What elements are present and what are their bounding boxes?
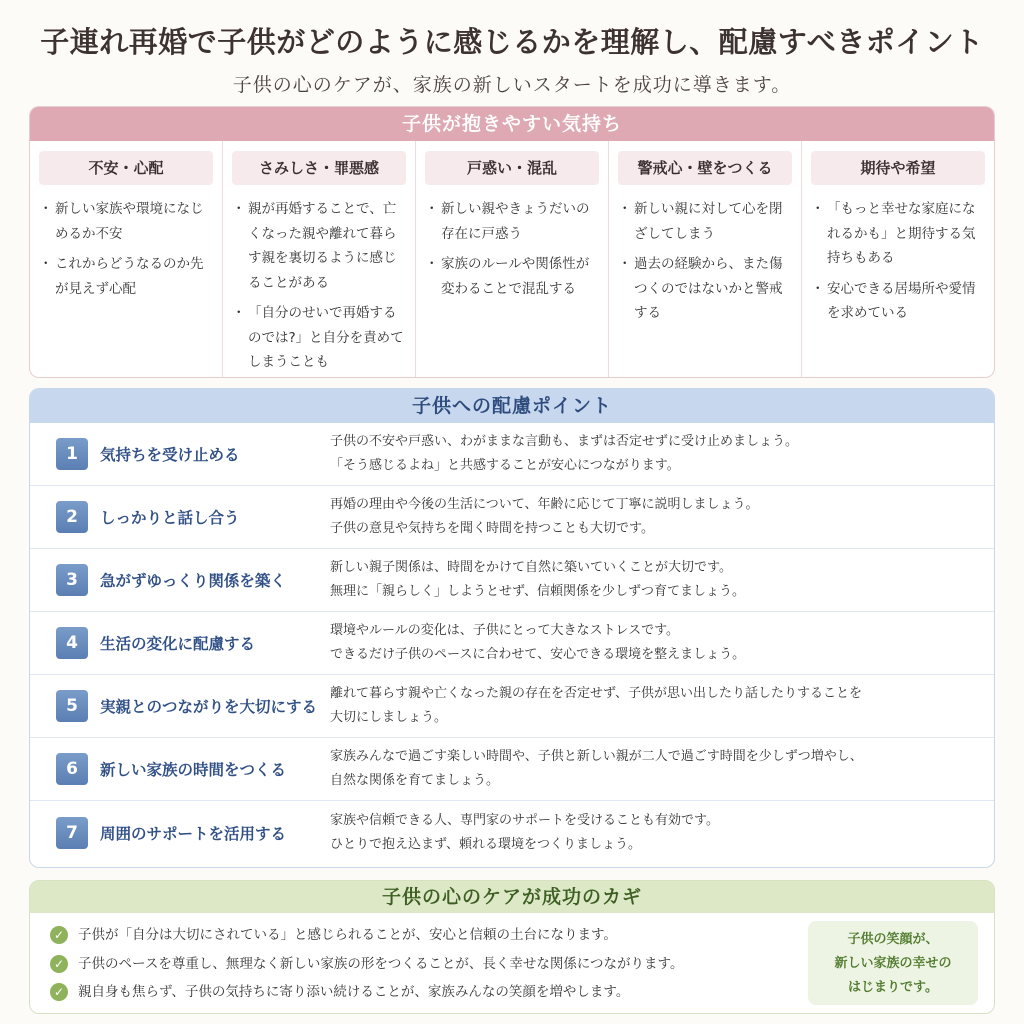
point-title: 新しい家族の時間をつくる [100, 761, 287, 779]
page-subtitle: 子供の心のケアが、家族の新しいスタートを成功に導きます。 [232, 74, 792, 96]
point-description [330, 745, 970, 793]
point-line: できるだけ子供のペースに合わせて、安心できる環境を整えましょう。 [330, 647, 746, 662]
point-number-badge: 7 [56, 817, 88, 849]
feeling-column-title: 不安・心配 [39, 151, 213, 185]
point-line: 新しい親子関係は、時間をかけて自然に築いていくことが大切です。 [330, 560, 732, 575]
feeling-item: ・ 新しい家族や環境になじめるか不安 [41, 197, 213, 246]
point-line: 自然な関係を育てましょう。 [330, 773, 500, 788]
feeling-column-title: さみしさ・罪悪感 [232, 151, 406, 185]
feeling-column-title: 戸惑い・混乱 [425, 151, 599, 185]
point-description [330, 430, 970, 478]
key-item-text: 子供が「自分は大切にされている」と感じられることが、安心と信頼の土台になります。 [78, 927, 617, 943]
point-number-badge: 5 [56, 690, 88, 722]
point-line: 大切にしましょう。 [330, 710, 448, 725]
point-title: 実親とのつながりを大切にする [100, 698, 318, 716]
point-line: 子供の不安や戸惑い、わがままな言動も、まずは否定せずに受け止めましょう。 [330, 434, 799, 449]
feeling-column [223, 141, 416, 377]
check-circle-icon: ✓ [50, 955, 68, 973]
point-number-badge: 1 [56, 438, 88, 470]
point-title: 気持ちを受け止める [100, 446, 240, 464]
point-row [30, 738, 994, 801]
feeling-item: ・ 新しい親やきょうだいの存在に戸惑う [427, 197, 599, 246]
page-title: 子連れ再婚で子供がどのように感じるかを理解し、配慮すべきポイント [40, 25, 984, 59]
key-section [29, 880, 995, 1014]
point-description [330, 493, 970, 541]
feeling-column [802, 141, 994, 377]
key-message-line: 子供の笑顔が、 [847, 932, 939, 947]
point-description [330, 682, 970, 730]
point-description [330, 809, 970, 857]
point-line: 再婚の理由や今後の生活について、年齢に応じて丁寧に説明しましょう。 [330, 497, 759, 512]
point-line: 無理に「親らしく」しようとせず、信頼関係を少しずつ育てましょう。 [330, 584, 745, 599]
point-title: 生活の変化に配慮する [100, 635, 256, 653]
point-line: 環境やルールの変化は、子供にとって大きなストレスです。 [330, 623, 680, 638]
key-message-line: 新しい家族の幸せの [834, 956, 952, 971]
point-description [330, 556, 970, 604]
point-description [330, 619, 970, 667]
key-message-box [808, 921, 978, 1005]
key-message-line: はじまりです。 [848, 980, 938, 995]
key-item-text: 親自身も焦らず、子供の気持ちに寄り添い続けることが、家族みんなの笑顔を増やします。 [78, 984, 630, 1000]
point-line: 「そう感じるよね」と共感することが安心につながります。 [330, 458, 680, 473]
key-item-text: 子供のペースを尊重し、無理なく新しい家族の形をつくることが、長く幸せな関係につながります。 [78, 955, 684, 972]
point-title: しっかりと話し合う [100, 509, 240, 527]
feelings-columns [30, 141, 994, 377]
feeling-column [30, 141, 223, 377]
feeling-item: ・ 過去の経験から、また傷つくのではないかと警戒する [620, 252, 792, 326]
point-row [30, 801, 994, 864]
feeling-column [609, 141, 802, 377]
feelings-header: 子供が抱きやすい気持ち [30, 107, 994, 141]
point-number-badge: 2 [56, 501, 88, 533]
point-line: 離れて暮らす親や亡くなった親の存在を否定せず、子供が思い出したり話したりすることを [330, 686, 862, 701]
point-row [30, 423, 994, 486]
point-number-badge: 4 [56, 627, 88, 659]
key-header: 子供の心のケアが成功のカギ [30, 881, 994, 913]
check-circle-icon: ✓ [50, 983, 68, 1001]
feeling-item: ・ 家族のルールや関係性が変わることで混乱する [427, 252, 599, 301]
feeling-item: ・ 「自分のせいで再婚するのでは?」と自分を責めてしまうことも [234, 301, 406, 375]
point-line: 家族や信頼できる人、専門家のサポートを受けることも有効です。 [330, 812, 719, 828]
point-title: 周囲のサポートを活用する [100, 824, 287, 843]
point-line: 家族みんなで過ごす楽しい時間や、子供と新しい親が二人で過ごす時間を少しずつ増やし、 [330, 749, 863, 764]
points-header: 子供への配慮ポイント [30, 389, 994, 423]
point-row [30, 675, 994, 738]
feeling-item: ・ 安心できる居場所や愛情を求めている [813, 277, 985, 326]
key-item [50, 978, 810, 1007]
point-line: ひとりで抱え込まず、頼れる環境をつくりましょう。 [330, 836, 641, 852]
point-line: 子供の意見や気持ちを聞く時間を持つことも大切です。 [330, 521, 654, 536]
point-title: 急がずゆっくり関係を築く [100, 572, 286, 590]
key-list [50, 921, 810, 1007]
feeling-item: ・ 親が再婚することで、亡くなった親や離れて暮らす親を裏切るように感じることがある [234, 197, 406, 295]
feeling-column-title: 期待や希望 [811, 151, 985, 185]
feelings-section [29, 106, 995, 378]
feeling-item: ・ 「もっと幸せな家庭になれるかも」と期待する気持ちもある [813, 197, 985, 271]
point-row [30, 549, 994, 612]
key-item [50, 921, 810, 950]
feeling-column-title: 警戒心・壁をつくる [618, 151, 792, 185]
check-circle-icon: ✓ [50, 926, 68, 944]
point-number-badge: 3 [56, 564, 88, 596]
key-item [50, 950, 810, 979]
feeling-item: ・ 新しい親に対して心を閉ざしてしまう [620, 197, 792, 246]
point-number-badge: 6 [56, 753, 88, 785]
points-section [29, 388, 995, 868]
point-row [30, 486, 994, 549]
point-row [30, 612, 994, 675]
feeling-column [416, 141, 609, 377]
feeling-item: ・ これからどうなるのか先が見えず心配 [41, 252, 213, 301]
